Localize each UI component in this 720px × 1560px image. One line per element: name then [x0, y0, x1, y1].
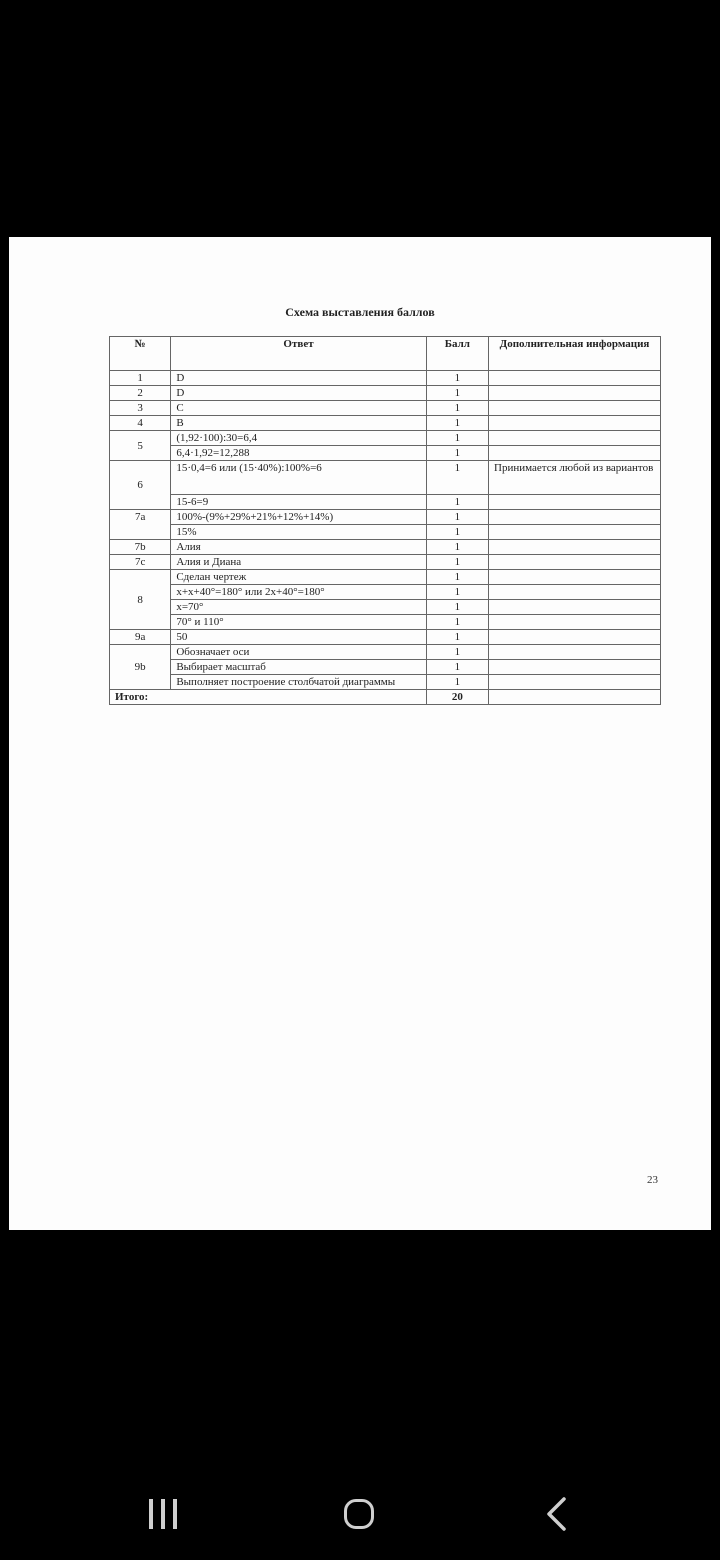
row-answer: 15%	[171, 525, 426, 540]
header-points: Балл	[426, 337, 488, 371]
row-num: 4	[110, 416, 171, 431]
table-row	[110, 555, 661, 570]
row-points: 1	[426, 585, 488, 600]
row-answer: Выполняет построение столбчатой диаграммы	[171, 675, 426, 690]
total-info	[489, 690, 661, 705]
row-points: 1	[426, 600, 488, 615]
row-info	[489, 401, 661, 416]
row-answer: (1,92·100):30=6,4	[171, 431, 426, 446]
row-answer: 100%-(9%+29%+21%+12%+14%)	[171, 510, 426, 525]
row-info: Принимается любой из вариантов	[489, 461, 661, 495]
table-row	[110, 525, 661, 540]
row-answer: 70° и 110°	[171, 615, 426, 630]
row-info	[489, 630, 661, 645]
row-answer: B	[171, 416, 426, 431]
row-points: 1	[426, 555, 488, 570]
table-row	[110, 600, 661, 615]
table-row	[110, 446, 661, 461]
row-answer: Алия и Диана	[171, 555, 426, 570]
row-points: 1	[426, 660, 488, 675]
home-icon	[344, 1499, 374, 1529]
row-points: 1	[426, 510, 488, 525]
row-answer: Алия	[171, 540, 426, 555]
home-button[interactable]	[329, 1494, 389, 1534]
recent-apps-button[interactable]	[133, 1494, 193, 1534]
total-label: Итого:	[110, 690, 427, 705]
recent-apps-icon	[149, 1499, 177, 1529]
row-info	[489, 495, 661, 510]
row-answer: C	[171, 401, 426, 416]
row-info	[489, 555, 661, 570]
row-answer: D	[171, 386, 426, 401]
scoring-table	[109, 336, 661, 705]
row-points: 1	[426, 461, 488, 495]
table-row	[110, 461, 661, 495]
row-answer: D	[171, 371, 426, 386]
row-info	[489, 510, 661, 525]
table-row	[110, 585, 661, 600]
row-points: 1	[426, 431, 488, 446]
row-info	[489, 660, 661, 675]
row-info	[489, 540, 661, 555]
table-row	[110, 570, 661, 585]
row-num: 8	[110, 570, 171, 630]
row-points: 1	[426, 525, 488, 540]
row-info	[489, 431, 661, 446]
back-icon	[544, 1497, 568, 1531]
table-row	[110, 660, 661, 675]
row-num: 7b	[110, 540, 171, 555]
row-answer: 15·0,4=6 или (15·40%):100%=6	[171, 461, 426, 495]
row-points: 1	[426, 540, 488, 555]
row-points: 1	[426, 630, 488, 645]
row-info	[489, 675, 661, 690]
row-num: 7a	[110, 510, 171, 540]
navigation-bar	[0, 1480, 720, 1560]
row-points: 1	[426, 570, 488, 585]
row-answer: 6,4·1,92=12,288	[171, 446, 426, 461]
row-info	[489, 416, 661, 431]
table-header-row	[110, 337, 661, 371]
row-answer: 15-6=9	[171, 495, 426, 510]
row-num: 9a	[110, 630, 171, 645]
row-answer: Обозначает оси	[171, 645, 426, 660]
row-points: 1	[426, 645, 488, 660]
total-row	[110, 690, 661, 705]
total-points: 20	[426, 690, 488, 705]
table-row	[110, 630, 661, 645]
row-info	[489, 371, 661, 386]
row-num: 9b	[110, 645, 171, 690]
row-info	[489, 645, 661, 660]
row-answer: Выбирает масштаб	[171, 660, 426, 675]
row-info	[489, 585, 661, 600]
row-info	[489, 600, 661, 615]
table-row	[110, 371, 661, 386]
row-answer: Сделан чертеж	[171, 570, 426, 585]
table-row	[110, 416, 661, 431]
header-answer: Ответ	[171, 337, 426, 371]
row-points: 1	[426, 371, 488, 386]
row-points: 1	[426, 446, 488, 461]
row-num: 6	[110, 461, 171, 510]
row-points: 1	[426, 495, 488, 510]
row-num: 1	[110, 371, 171, 386]
table-row	[110, 675, 661, 690]
row-info	[489, 525, 661, 540]
row-points: 1	[426, 675, 488, 690]
row-points: 1	[426, 401, 488, 416]
table-row	[110, 401, 661, 416]
row-num: 3	[110, 401, 171, 416]
row-info	[489, 446, 661, 461]
row-num: 2	[110, 386, 171, 401]
table-row	[110, 495, 661, 510]
table-row	[110, 615, 661, 630]
table-row	[110, 510, 661, 525]
row-info	[489, 615, 661, 630]
table-row	[110, 431, 661, 446]
row-points: 1	[426, 615, 488, 630]
row-num: 7c	[110, 555, 171, 570]
document-page	[9, 237, 711, 1230]
table-row	[110, 386, 661, 401]
back-button[interactable]	[526, 1494, 586, 1534]
row-points: 1	[426, 416, 488, 431]
row-answer: x+x+40°=180° или 2x+40°=180°	[171, 585, 426, 600]
document-title: Схема выставления баллов	[285, 305, 435, 319]
row-answer: 50	[171, 630, 426, 645]
table-row	[110, 645, 661, 660]
row-info	[489, 386, 661, 401]
row-num: 5	[110, 431, 171, 461]
row-info	[489, 570, 661, 585]
row-points: 1	[426, 386, 488, 401]
table-row	[110, 540, 661, 555]
header-info: Дополнительная информация	[489, 337, 661, 371]
header-num: №	[110, 337, 171, 371]
row-answer: x=70°	[171, 600, 426, 615]
page-number: 23	[647, 1174, 658, 1186]
